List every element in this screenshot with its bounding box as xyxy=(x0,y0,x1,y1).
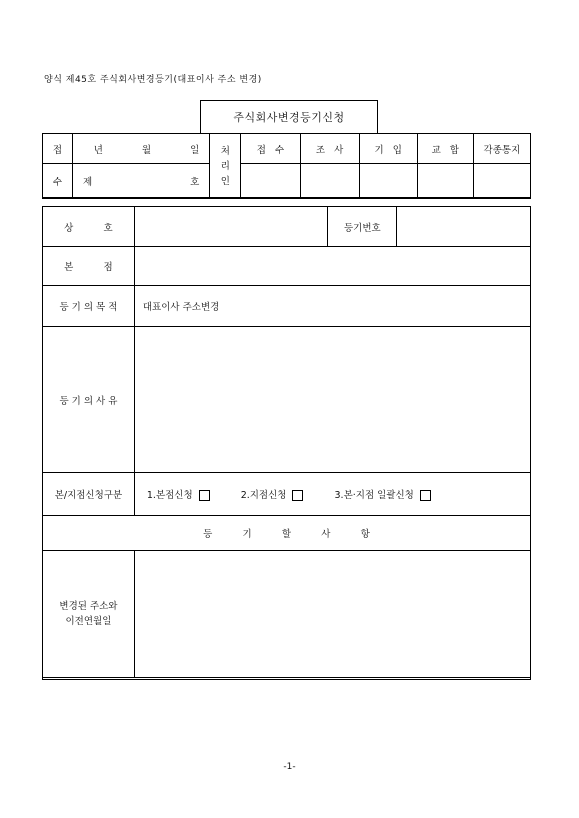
processing-char-1: 처 xyxy=(220,145,230,157)
gyohap-sign-box[interactable] xyxy=(417,164,473,199)
col-giip: 기 입 xyxy=(359,134,417,164)
application-form xyxy=(42,206,531,678)
company-name-label: 상 호 xyxy=(43,207,135,247)
head-office-field[interactable] xyxy=(134,247,530,286)
year-label: 년 xyxy=(93,144,103,156)
option-head-office[interactable] xyxy=(147,487,210,501)
receipt-su-label: 수 xyxy=(43,164,73,199)
matters-header: 등 기 할 사 항 xyxy=(43,516,531,551)
purpose-field[interactable]: 대표이사 주소변경 xyxy=(134,286,530,327)
col-jeopsu: 접 수 xyxy=(241,134,300,164)
reason-field[interactable] xyxy=(134,327,530,473)
option-head-office-label: 1.본점신청 xyxy=(146,490,193,501)
receipt-table xyxy=(42,133,531,199)
branch-type-label: 본/지점신청구분 xyxy=(43,473,135,516)
changed-address-label-line1: 변경된 주소와 xyxy=(59,601,118,612)
purpose-label: 등 기 의 목 적 xyxy=(43,286,135,327)
option-all[interactable] xyxy=(335,487,431,501)
processing-label xyxy=(210,134,241,199)
ho-label: 호 xyxy=(190,177,200,188)
head-office-label: 본 점 xyxy=(43,247,135,286)
receipt-number-cell[interactable] xyxy=(73,164,210,199)
col-gyohap: 교 합 xyxy=(417,134,473,164)
company-name-field[interactable] xyxy=(134,207,328,247)
option-branch[interactable] xyxy=(241,487,304,501)
day-label: 일 xyxy=(190,144,200,156)
page-number: -1- xyxy=(283,762,296,772)
col-notices: 각종통지 xyxy=(473,134,530,164)
processing-char-2: 리 xyxy=(220,160,230,172)
receipt-jeop-label: 접 xyxy=(43,134,73,164)
branch-checkbox[interactable] xyxy=(292,490,303,501)
reg-number-field[interactable] xyxy=(397,207,531,247)
jeopsu-sign-box[interactable] xyxy=(241,164,300,199)
month-label: 월 xyxy=(141,144,152,156)
notices-sign-box[interactable] xyxy=(473,164,530,199)
reg-number-label: 등기번호 xyxy=(328,207,397,247)
giip-sign-box[interactable] xyxy=(359,164,417,199)
form-caption: 양식 제45호 주식회사변경등기(대표이사 주소 변경) xyxy=(44,75,262,85)
changed-address-field[interactable] xyxy=(134,551,530,678)
receipt-date-cell[interactable] xyxy=(73,134,210,164)
all-checkbox[interactable] xyxy=(420,490,431,501)
processing-char-3: 인 xyxy=(220,175,230,187)
je-label: 제 xyxy=(83,177,93,188)
reason-label: 등 기 의 사 유 xyxy=(43,327,135,473)
changed-address-label-line2: 이전연월일 xyxy=(65,616,112,627)
option-branch-label: 2.지점신청 xyxy=(240,490,287,501)
branch-type-options xyxy=(134,473,530,516)
col-josa: 조 사 xyxy=(300,134,359,164)
josa-sign-box[interactable] xyxy=(300,164,359,199)
changed-address-label xyxy=(43,551,135,678)
head-office-checkbox[interactable] xyxy=(199,490,210,501)
form-title: 주식회사변경등기신청 xyxy=(200,100,378,134)
option-all-label: 3.본·지점 일괄신청 xyxy=(334,490,414,501)
